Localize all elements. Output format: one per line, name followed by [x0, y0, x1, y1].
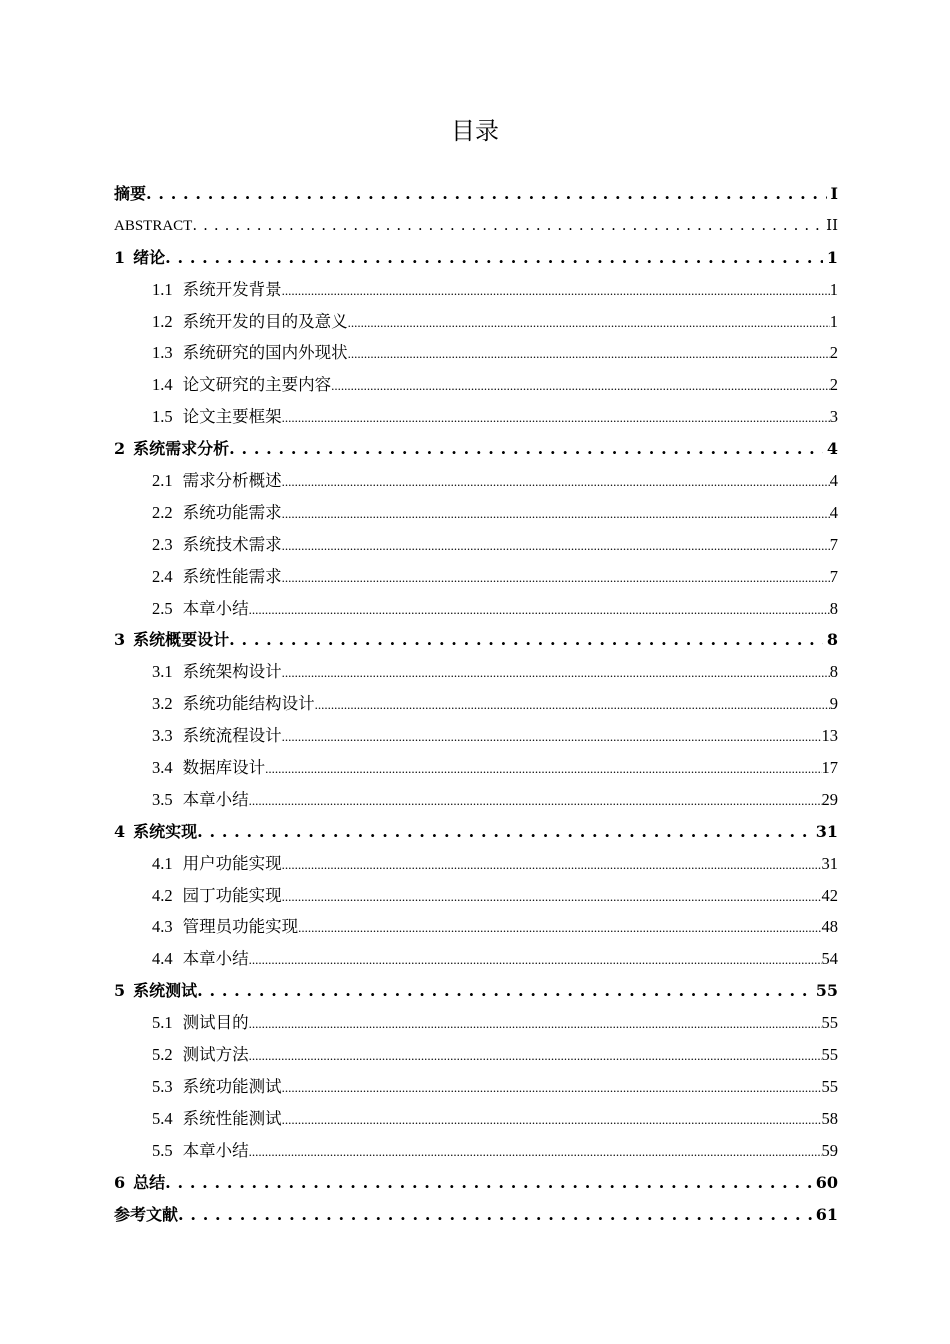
dot-leader — [298, 911, 821, 944]
toc-section-entry[interactable] — [114, 848, 838, 880]
toc-chapter-entry[interactable] — [114, 975, 838, 1007]
toc-entry-number: 5 — [114, 981, 126, 1001]
dot-leader — [178, 1199, 812, 1231]
toc-section-entry[interactable] — [114, 561, 838, 593]
toc-page-number: 4 — [829, 471, 838, 491]
toc-section-entry[interactable] — [114, 1103, 838, 1135]
dot-leader — [197, 816, 812, 848]
toc-entry-label — [114, 1167, 165, 1199]
dot-leader — [282, 1103, 822, 1136]
table-of-contents — [114, 178, 838, 1230]
toc-entry-number: 2.1 — [152, 471, 173, 491]
dot-leader — [249, 1007, 822, 1040]
toc-section-entry[interactable] — [114, 337, 838, 369]
toc-entry-title: ABSTRACT — [114, 217, 193, 234]
toc-entry-label — [152, 593, 249, 625]
toc-entry-number: 4 — [114, 821, 126, 841]
dot-leader — [282, 529, 830, 562]
toc-entry-number: 6 — [114, 1172, 126, 1192]
toc-chapter-entry[interactable] — [114, 242, 838, 274]
dot-leader — [282, 848, 822, 881]
toc-section-entry[interactable] — [114, 720, 838, 752]
toc-entry-number: 1.5 — [152, 407, 173, 427]
toc-entry-label — [152, 1007, 249, 1039]
toc-entry-number: 1.3 — [152, 343, 173, 363]
toc-entry-title: 论文研究的主要内容 — [182, 375, 332, 395]
dot-leader — [192, 210, 822, 242]
toc-page-number: 29 — [821, 789, 838, 809]
dot-leader — [229, 624, 823, 656]
toc-section-entry[interactable] — [114, 784, 838, 816]
toc-page-number: 2 — [829, 343, 838, 363]
toc-entry-number: 3 — [114, 630, 126, 650]
toc-page-number: 1 — [826, 247, 838, 267]
toc-page-number: II — [826, 215, 838, 234]
toc-entry-title: 系统技术需求 — [182, 534, 282, 554]
dot-leader — [249, 943, 822, 976]
toc-section-entry[interactable] — [114, 465, 838, 497]
toc-entry-title: 参考文献 — [114, 1204, 179, 1224]
toc-entry-title: 本章小结 — [182, 1140, 249, 1160]
toc-section-entry[interactable] — [114, 1135, 838, 1167]
toc-entry-title: 系统实现 — [133, 821, 198, 841]
toc-page-number: 8 — [829, 662, 838, 682]
toc-page-number: 31 — [821, 853, 838, 873]
dot-leader — [331, 369, 830, 402]
toc-entry-label — [152, 274, 282, 306]
toc-page-number: 8 — [826, 630, 838, 650]
toc-entry-title: 需求分析概述 — [182, 471, 282, 491]
toc-entry-title: 系统开发背景 — [182, 279, 282, 299]
toc-entry-label — [152, 784, 249, 816]
dot-leader — [282, 401, 830, 434]
toc-section-entry[interactable] — [114, 306, 838, 338]
toc-entry-title: 测试方法 — [182, 1045, 249, 1065]
toc-entry-title: 系统研究的国内外现状 — [182, 343, 348, 363]
toc-entry-title: 数据库设计 — [182, 758, 266, 778]
toc-entry-title: 系统功能测试 — [182, 1076, 282, 1096]
toc-chapter-entry[interactable] — [114, 624, 838, 656]
toc-page-number: 1 — [829, 279, 838, 299]
toc-entry-title: 系统功能需求 — [182, 502, 282, 522]
toc-entry-title: 本章小结 — [182, 789, 249, 809]
toc-entry-label — [152, 529, 282, 561]
toc-page-number: 3 — [829, 407, 838, 427]
toc-entry-label — [152, 561, 282, 593]
toc-section-entry[interactable] — [114, 688, 838, 720]
toc-entry-number: 3.5 — [152, 789, 173, 809]
toc-entry-label — [152, 1039, 249, 1071]
toc-section-entry[interactable] — [114, 752, 838, 784]
toc-page-number: 55 — [821, 1013, 838, 1033]
page-title: 目录 — [451, 117, 499, 145]
toc-entry-number: 5.5 — [152, 1140, 173, 1160]
toc-section-entry[interactable] — [114, 593, 838, 625]
toc-section-entry[interactable] — [114, 1071, 838, 1103]
toc-page-number: 42 — [821, 885, 838, 905]
toc-entry-label — [152, 1135, 249, 1167]
dot-leader — [348, 306, 830, 339]
toc-entry-title: 系统流程设计 — [182, 726, 282, 746]
toc-page-number: 13 — [821, 726, 838, 746]
toc-entry-label — [152, 752, 265, 784]
toc-section-entry[interactable] — [114, 656, 838, 688]
toc-entry-title: 园丁功能实现 — [182, 885, 282, 905]
toc-entry-title: 系统性能需求 — [182, 566, 282, 586]
toc-entry-number: 5.1 — [152, 1013, 173, 1033]
toc-entry-title: 论文主要框架 — [182, 407, 282, 427]
toc-page-number: 8 — [829, 598, 838, 618]
toc-entry-title: 本章小结 — [182, 949, 249, 969]
dot-leader — [282, 465, 830, 498]
toc-entry-title: 本章小结 — [182, 598, 249, 618]
toc-section-entry[interactable] — [114, 1007, 838, 1039]
dot-leader — [282, 1071, 822, 1104]
dot-leader — [265, 752, 821, 785]
toc-entry-title: 系统功能结构设计 — [182, 694, 315, 714]
toc-chapter-entry[interactable] — [114, 1167, 838, 1199]
toc-entry-title: 系统概要设计 — [133, 630, 230, 650]
toc-entry-title: 摘要 — [114, 184, 147, 203]
dot-leader — [249, 593, 830, 626]
toc-entry-label — [152, 497, 282, 529]
toc-section-entry[interactable] — [114, 369, 838, 401]
toc-entry-label — [152, 1071, 282, 1103]
toc-page-number: 48 — [821, 917, 838, 937]
toc-section-entry[interactable] — [114, 401, 838, 433]
toc-page-number: 54 — [821, 949, 838, 969]
toc-page-number: 17 — [821, 758, 838, 778]
toc-entry-title: 总结 — [133, 1172, 166, 1192]
toc-section-entry[interactable] — [114, 880, 838, 912]
toc-section-entry[interactable] — [114, 529, 838, 561]
toc-entry-title: 系统开发的目的及意义 — [182, 311, 348, 331]
toc-entry-label — [152, 880, 282, 912]
toc-section-entry[interactable] — [114, 911, 838, 943]
toc-entry-title: 绪论 — [133, 247, 166, 267]
toc-entry-number: 2.3 — [152, 534, 173, 554]
dot-leader — [282, 561, 830, 594]
toc-entry-title: 系统需求分析 — [133, 439, 230, 459]
toc-page-number: 55 — [821, 1045, 838, 1065]
toc-entry-number: 4.4 — [152, 949, 173, 969]
dot-leader — [146, 178, 827, 210]
dot-leader — [315, 688, 830, 721]
toc-page-number: 59 — [821, 1140, 838, 1160]
toc-entry-label — [114, 242, 165, 274]
dot-leader — [249, 1135, 822, 1168]
toc-entry-number: 2 — [114, 439, 126, 459]
toc-page-number: 55 — [815, 981, 838, 1001]
toc-chapter-entry[interactable] — [114, 816, 838, 848]
toc-entry-label — [152, 911, 298, 943]
dot-leader — [165, 242, 823, 274]
toc-entry-label — [152, 656, 282, 688]
toc-entry-title: 管理员功能实现 — [182, 917, 299, 937]
dot-leader — [249, 1039, 822, 1072]
toc-page-number: 60 — [815, 1172, 838, 1192]
toc-entry-number: 2.4 — [152, 566, 173, 586]
toc-entry-label — [152, 848, 282, 880]
toc-entry-label — [114, 1199, 178, 1231]
toc-entry-label — [114, 211, 192, 243]
toc-entry-number: 5.2 — [152, 1045, 173, 1065]
toc-entry-number: 5.3 — [152, 1076, 173, 1096]
toc-entry-number: 4.2 — [152, 885, 173, 905]
toc-section-entry[interactable] — [114, 274, 838, 306]
toc-entry-label — [152, 688, 315, 720]
toc-entry-number: 5.4 — [152, 1108, 173, 1128]
toc-entry-label — [152, 1103, 282, 1135]
toc-entry-label — [114, 178, 146, 210]
dot-leader — [165, 1167, 812, 1199]
toc-entry-number: 2.5 — [152, 598, 173, 618]
toc-page-number: 61 — [815, 1204, 838, 1224]
dot-leader — [282, 720, 822, 753]
toc-entry-label — [152, 369, 331, 401]
toc-page-number: 7 — [829, 566, 838, 586]
toc-entry-label — [152, 465, 282, 497]
toc-page-number: 4 — [826, 439, 838, 459]
toc-entry-title: 系统性能测试 — [182, 1108, 282, 1128]
toc-entry-title: 系统架构设计 — [182, 662, 282, 682]
dot-leader — [282, 880, 822, 913]
toc-page-number: I — [830, 184, 838, 203]
toc-entry-label — [114, 975, 197, 1007]
dot-leader — [282, 656, 830, 689]
toc-entry-title: 系统测试 — [133, 981, 198, 1001]
toc-entry-number: 2.2 — [152, 502, 173, 522]
toc-page-number: 31 — [815, 821, 838, 841]
toc-entry-label — [152, 943, 249, 975]
toc-chapter-entry[interactable] — [114, 433, 838, 465]
toc-page-number: 55 — [821, 1076, 838, 1096]
toc-entry-title: 测试目的 — [182, 1013, 249, 1033]
dot-leader — [348, 337, 830, 370]
toc-entry-number: 1.4 — [152, 375, 173, 395]
dot-leader — [282, 497, 830, 530]
dot-leader — [229, 433, 823, 465]
toc-entry-label — [114, 624, 229, 656]
toc-entry-number: 1 — [114, 247, 126, 267]
toc-page-number: 4 — [829, 502, 838, 522]
toc-section-entry[interactable] — [114, 943, 838, 975]
toc-page-number: 2 — [829, 375, 838, 395]
toc-entry-number: 3.1 — [152, 662, 173, 682]
toc-section-entry[interactable] — [114, 497, 838, 529]
toc-entry-label — [152, 337, 348, 369]
toc-chapter-entry[interactable] — [114, 210, 838, 242]
dot-leader — [282, 274, 830, 307]
dot-leader — [197, 975, 812, 1007]
toc-entry-label — [152, 401, 282, 433]
toc-entry-number: 3.3 — [152, 726, 173, 746]
toc-entry-number: 4.1 — [152, 853, 173, 873]
toc-entry-number: 4.3 — [152, 917, 173, 937]
toc-chapter-entry[interactable] — [114, 1199, 838, 1231]
toc-page-number: 9 — [829, 694, 838, 714]
toc-entry-title: 用户功能实现 — [182, 853, 282, 873]
dot-leader — [249, 784, 822, 817]
toc-entry-label — [114, 433, 229, 465]
toc-chapter-entry[interactable] — [114, 178, 838, 210]
toc-entry-number: 3.2 — [152, 694, 173, 714]
toc-page-number: 7 — [829, 534, 838, 554]
toc-page-number: 58 — [821, 1108, 838, 1128]
toc-entry-label — [114, 816, 197, 848]
toc-entry-number: 1.1 — [152, 279, 173, 299]
toc-section-entry[interactable] — [114, 1039, 838, 1071]
toc-entry-label — [152, 720, 282, 752]
toc-entry-number: 1.2 — [152, 311, 173, 331]
toc-entry-label — [152, 306, 348, 338]
toc-page-number: 1 — [829, 311, 838, 331]
toc-entry-number: 3.4 — [152, 758, 173, 778]
